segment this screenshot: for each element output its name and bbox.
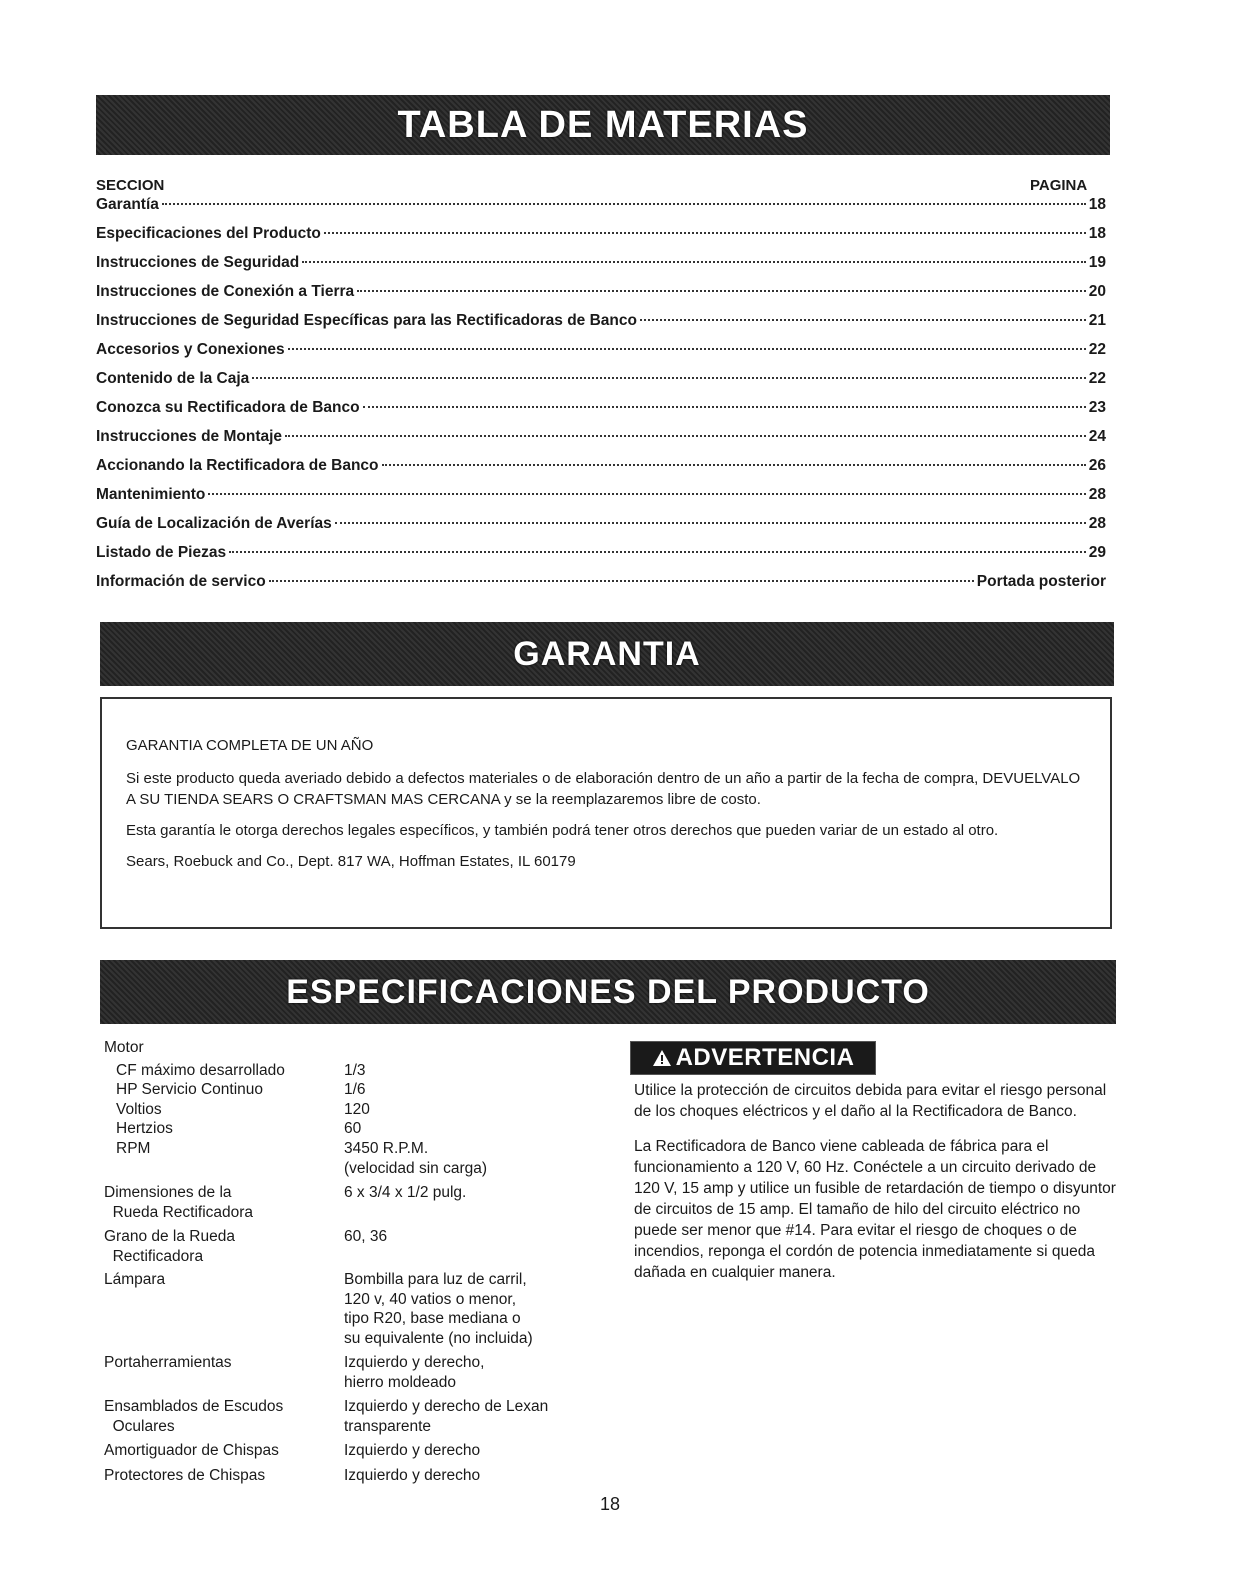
specs-banner	[100, 960, 1116, 1024]
toc-entry-title: Instrucciones de Conexión a Tierra	[96, 283, 355, 300]
toc-leader-dots	[363, 406, 1086, 408]
warranty-box	[100, 697, 1112, 929]
toc-page-header: PAGINA	[1030, 177, 1088, 194]
toc-leader-dots	[324, 232, 1086, 234]
warranty-banner	[100, 622, 1114, 686]
spec-value: Bombilla para luz de carril, 120 v, 40 vatios o menor, tipo R20, base mediana o su equivalente (no incluida)	[344, 1271, 533, 1347]
toc-section-header: SECCION	[96, 177, 165, 194]
spec-value: Izquierdo y derecho de Lexan transparente	[344, 1398, 549, 1435]
warranty-paragraph: Si este producto queda averiado debido a defectos materiales o de elaboración dentro de un año a partir de la fecha de compra, DEVUELVALO A SU TIENDA SEARS O CRAFTSMAN MAS CERCANA y se la reemplazaremos libre de costo.	[126, 770, 1081, 808]
spec-label: RPM	[116, 1140, 151, 1157]
toc-entry-title: Instrucciones de Seguridad	[96, 254, 300, 271]
warning-badge	[630, 1041, 876, 1075]
toc-entry-page: 18	[1088, 225, 1106, 242]
toc-banner-title: TABLA DE MATERIAS	[397, 103, 809, 146]
toc-entry-title: Mantenimiento	[96, 486, 206, 503]
toc-leader-dots	[302, 261, 1085, 263]
toc-leader-dots	[335, 522, 1086, 524]
toc-entry	[96, 196, 1106, 225]
spec-value: Izquierdo y derecho	[344, 1442, 481, 1459]
toc-entry	[96, 515, 1106, 544]
spec-value: Izquierdo y derecho	[344, 1467, 481, 1484]
toc-entry-page: 19	[1088, 254, 1106, 271]
toc-entry-title: Accionando la Rectificadora de Banco	[96, 457, 379, 474]
motor-label: Motor	[104, 1039, 144, 1056]
warranty-address: Sears, Roebuck and Co., Dept. 817 WA, Hoffman Estates, IL 60179	[126, 853, 576, 870]
spec-value: 3450 R.P.M. (velocidad sin carga)	[344, 1140, 488, 1177]
toc-entry-page: 24	[1088, 428, 1106, 445]
warning-triangle-icon	[652, 1049, 672, 1067]
spec-label: Grano de la Rueda Rectificadora	[104, 1228, 235, 1265]
warning-title: ADVERTENCIA	[675, 1044, 855, 1071]
toc-entry	[96, 457, 1106, 486]
page-number: 18	[600, 1494, 621, 1514]
toc-leader-dots	[252, 377, 1085, 379]
spec-value: 60	[344, 1120, 362, 1137]
toc-entry-title: Información de servico	[96, 573, 266, 590]
toc-entry-page: 26	[1088, 457, 1106, 474]
spec-value: 120	[344, 1101, 370, 1118]
toc-entry	[96, 283, 1106, 312]
toc-entry	[96, 225, 1106, 254]
spec-label: Amortiguador de Chispas	[104, 1442, 279, 1459]
spec-label: Portaherramientas	[104, 1354, 232, 1371]
toc-entry	[96, 254, 1106, 283]
spec-value: 1/6	[344, 1081, 366, 1098]
toc-entry-page: 20	[1088, 283, 1106, 300]
toc-leader-dots	[640, 319, 1086, 321]
spec-label: HP Servicio Continuo	[116, 1081, 264, 1098]
specs-table	[104, 1061, 624, 1491]
spec-value: 1/3	[344, 1062, 366, 1079]
spec-label: Dimensiones de la Rueda Rectificadora	[104, 1184, 254, 1221]
spec-label: Protectores de Chispas	[104, 1467, 266, 1484]
toc-entry	[96, 312, 1106, 341]
toc-leader-dots	[382, 464, 1086, 466]
warning-paragraph: Utilice la protección de circuitos debida para evitar el riesgo personal de los choques eléctricos y el daño al la Rectificadora de Banco.	[634, 1082, 1107, 1120]
spec-value: 60, 36	[344, 1228, 388, 1245]
toc-entry	[96, 399, 1106, 428]
toc-leader-dots	[269, 580, 974, 582]
toc-entry	[96, 428, 1106, 457]
toc-leader-dots	[285, 435, 1086, 437]
toc-entry-page: 18	[1088, 196, 1106, 213]
toc-entry-title: Accesorios y Conexiones	[96, 341, 285, 358]
warranty-banner-title: GARANTIA	[513, 634, 701, 673]
spec-value: 6 x 3/4 x 1/2 pulg.	[344, 1184, 467, 1201]
warning-paragraph: La Rectificadora de Banco viene cableada de fábrica para el funcionamiento a 120 V, 60 Hz. Conéctele a un circuito derivado de 120 V, 15 amp y utilice un fusible de retardación de tiempo o disyuntor de circuitos de 15 amp. El tamaño de hilo del circuito eléctrico no puede ser menor que #14. Para evitar el riesgo de choques o de incendios, reponga el cordón de potencia inmediatamente si queda dañada en cualquier manera.	[634, 1138, 1116, 1281]
toc-leader-dots	[208, 493, 1085, 495]
toc-entry-page: 28	[1088, 515, 1106, 532]
toc-entry-page: 29	[1088, 544, 1106, 561]
toc-entry	[96, 486, 1106, 515]
toc-entry-page: 23	[1088, 399, 1106, 416]
toc-entry-page: 22	[1088, 341, 1106, 358]
toc-entry-title: Contenido de la Caja	[96, 370, 250, 387]
spec-label: Voltios	[116, 1101, 162, 1118]
spec-label: Ensamblados de Escudos Oculares	[104, 1398, 284, 1435]
toc-entry-page: 21	[1088, 312, 1106, 329]
toc-entry-title: Guía de Localización de Averías	[96, 515, 332, 532]
toc-entry-title: Listado de Piezas	[96, 544, 227, 561]
toc-entry-page: Portada posterior	[976, 573, 1106, 590]
toc-entry	[96, 544, 1106, 573]
toc-entry-title: Especificaciones del Producto	[96, 225, 321, 242]
toc-entry-page: 22	[1088, 370, 1106, 387]
warranty-heading: GARANTIA COMPLETA DE UN AÑO	[126, 737, 374, 754]
toc-entry	[96, 341, 1106, 370]
toc-entry	[96, 573, 1106, 602]
toc-leader-dots	[229, 551, 1086, 553]
toc-entry-title: Conozca su Rectificadora de Banco	[96, 399, 360, 416]
warning-text	[634, 1080, 1116, 1297]
toc-entry	[96, 370, 1106, 399]
toc-leader-dots	[357, 290, 1086, 292]
specs-banner-title: ESPECIFICACIONES DEL PRODUCTO	[286, 972, 930, 1011]
toc-list	[96, 196, 1106, 602]
spec-label: Hertzios	[116, 1120, 173, 1137]
spec-value: Izquierdo y derecho, hierro moldeado	[344, 1354, 485, 1391]
toc-leader-dots	[288, 348, 1086, 350]
toc-entry-page: 28	[1088, 486, 1106, 503]
spec-label: Lámpara	[104, 1271, 166, 1288]
spec-label: CF máximo desarrollado	[116, 1062, 285, 1079]
toc-entry-title: Instrucciones de Seguridad Específicas para las Rectificadoras de Banco	[96, 312, 637, 329]
toc-entry-title: Instrucciones de Montaje	[96, 428, 283, 445]
toc-entry-title: Garantía	[96, 196, 159, 213]
warranty-paragraph: Esta garantía le otorga derechos legales específicos, y también podrá tener otros derechos que pueden variar de un estado al otro.	[126, 822, 999, 839]
toc-banner	[96, 95, 1110, 155]
toc-leader-dots	[162, 203, 1086, 205]
